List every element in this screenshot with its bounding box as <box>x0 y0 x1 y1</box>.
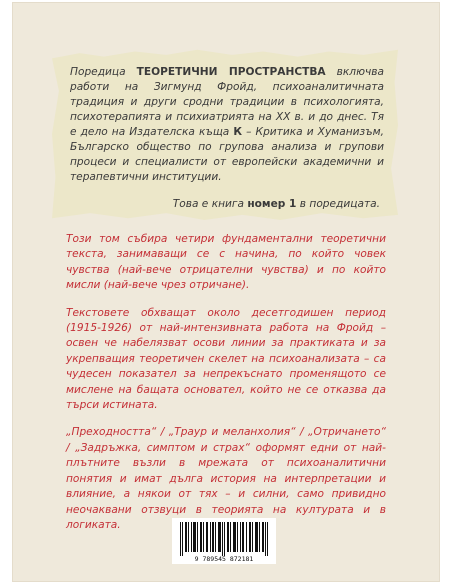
series-number-suffix: в поредицата. <box>296 198 380 210</box>
blurb-text <box>66 232 386 545</box>
isbn-barcode <box>172 518 276 564</box>
series-text-prefix: Поредица <box>70 66 137 78</box>
series-number-line <box>70 198 380 210</box>
publisher-mark: К <box>233 126 243 138</box>
blurb-paragraph-2: Текстовете обхващат около десетгодишен период (1915-1926) от най-интензивната работа на Фройд – освен че набелязват осови линии за практиката и за укрепващия теоретичен скелет на психоанализата – са чудесен показател за непрекъснато променящото се мислене на бащата основател, който не се отказва да търси истината. <box>66 306 386 412</box>
series-text-end: – Критика и Хуманизъм, Българско общество по групова анализа и групови процеси и специалисти от европейски академични и терапевтични институции. <box>70 126 384 183</box>
series-description <box>70 65 384 185</box>
series-number: номер 1 <box>247 198 297 210</box>
blurb-paragraph-3: „Преходността“ / „Траур и меланхолия“ / „Отричането“ / „Задръжка, симптом и страх“ оформят едни от най-плътните възли в мрежата от психоаналитични понятия и имат дълга история на интерпретации и влияние, а някои от тях – и силни, само привидно неочаквани отзвуци в теорията на културата и в логиката. <box>66 426 386 531</box>
series-name: ТЕОРЕТИЧНИ ПРОСТРАНСТВА <box>136 66 326 78</box>
series-number-prefix: Това е книга <box>172 198 248 210</box>
isbn-number: 9 789545 872181 <box>194 555 254 563</box>
blurb-paragraph-1: Този том събира четири фундаментални теоретични текста, занимаващи се с начина, по който човек чувства (най-вече отрицателни чувства) и по който мисли (най-вече чрез отричане). <box>66 233 386 292</box>
series-text-body: включва работи на Зигмунд Фройд, психоаналитичната традиция и други сродни традиции в психологията, психотерапията и психиатрията на XX в. и до днес. Тя е дело на Издателска къща <box>70 66 384 138</box>
